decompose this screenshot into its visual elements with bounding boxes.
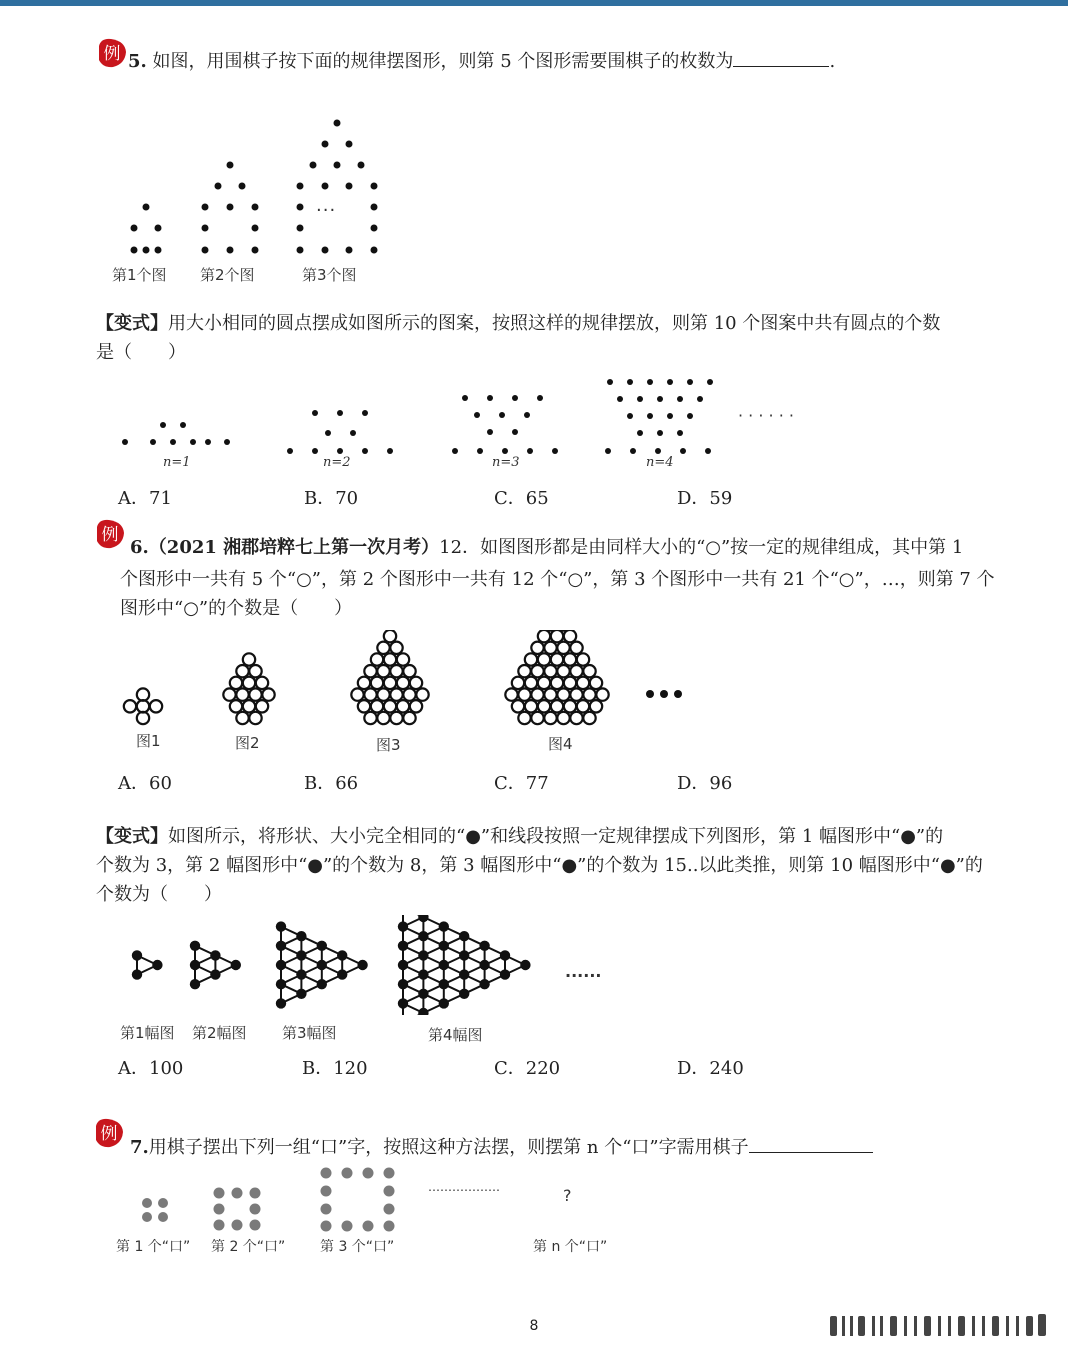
- v1-option-a[interactable]: A．71: [118, 488, 172, 509]
- v1-option-b[interactable]: B．70: [304, 488, 359, 509]
- q5-text: [128, 47, 835, 76]
- lattice-dot: [317, 941, 327, 951]
- ring-mark: [570, 642, 582, 654]
- lattice-dot: [296, 989, 306, 999]
- top-accent-bar: [0, 0, 1068, 6]
- ring-mark: [377, 712, 389, 724]
- ring-mark: [249, 712, 261, 724]
- ring-mark: [512, 700, 524, 712]
- ring-mark: [262, 688, 274, 700]
- ring-mark: [416, 688, 428, 700]
- example-badge-icon: [92, 1116, 126, 1150]
- ring-mark: [518, 712, 530, 724]
- ring-mark: [256, 677, 268, 689]
- lattice-dot: [152, 960, 162, 970]
- ring-mark: [557, 665, 569, 677]
- ring-mark: [236, 688, 248, 700]
- v1-line2: 是（ ）: [96, 342, 186, 363]
- watermark-bars-icon: [826, 1310, 1051, 1340]
- lattice-dot: [520, 960, 530, 970]
- q6-option-a[interactable]: A．60: [118, 773, 172, 794]
- lattice-dot: [398, 921, 408, 931]
- ring-mark: [551, 653, 563, 665]
- ring-mark: [525, 653, 537, 665]
- v1-option-c[interactable]: C．65: [494, 488, 549, 509]
- q6-line3: 图形中“○”的个数是（ ）: [120, 598, 353, 619]
- lattice-dot: [276, 979, 286, 989]
- lattice-dot: [276, 941, 286, 951]
- ring-mark: [403, 712, 415, 724]
- ring-mark: [590, 677, 602, 689]
- ring-mark: [583, 712, 595, 724]
- q7-caption-3: 第 3 个“口”: [320, 1239, 395, 1255]
- q7-caption-2: 第 2 个“口”: [211, 1239, 286, 1255]
- example-badge-icon: [93, 517, 127, 551]
- v1-option-d[interactable]: D．59: [677, 488, 733, 509]
- ring-mark: [551, 630, 563, 642]
- ring-mark: [230, 700, 242, 712]
- v2-option-b[interactable]: B．120: [302, 1058, 368, 1079]
- ring-mark: [137, 712, 149, 724]
- lattice-dot: [132, 969, 142, 979]
- ring-mark: [544, 712, 556, 724]
- ring-mark: [390, 712, 402, 724]
- ring-mark: [124, 700, 136, 712]
- ring-mark: [531, 712, 543, 724]
- lattice-dot: [276, 998, 286, 1008]
- ring-mark: [544, 688, 556, 700]
- q5-answer-blank[interactable]: [733, 48, 829, 67]
- v2-ellipsis: ......: [565, 962, 602, 981]
- v2-figure: [125, 915, 545, 1015]
- v1-caption-1: n=1: [163, 455, 191, 470]
- v2-line3: 个数为（ ）: [96, 884, 222, 905]
- ring-mark: [551, 700, 563, 712]
- v2-caption-4: 第4幅图: [428, 1026, 483, 1044]
- ring-mark: [243, 653, 255, 665]
- v2-tag: 【变式】: [96, 826, 168, 847]
- lattice-dot: [439, 921, 449, 931]
- ring-mark: [249, 665, 261, 677]
- v2-caption-1: 第1幅图: [120, 1024, 175, 1042]
- v1-caption-4: n=4: [646, 455, 674, 470]
- ring-mark: [377, 665, 389, 677]
- ring-mark: [564, 630, 576, 642]
- q6-caption-2: 图2: [235, 734, 260, 752]
- ring-mark: [564, 700, 576, 712]
- q7-caption-1: 第 1 个“口”: [116, 1239, 191, 1255]
- lattice-dot: [398, 979, 408, 989]
- ring-mark: [358, 700, 370, 712]
- q5-ellipsis: ···: [316, 200, 337, 221]
- v1-line1: 用大小相同的圆点摆成如图所示的图案，按照这样的规律摆放，则第 10 个图案中共有圆点的个数: [168, 313, 941, 334]
- lattice-dot: [231, 960, 241, 970]
- lattice-dot: [210, 950, 220, 960]
- ring-mark: [150, 700, 162, 712]
- badge-text: 例: [101, 525, 119, 545]
- ring-mark: [384, 630, 396, 642]
- ring-mark: [544, 665, 556, 677]
- q5-stem: 如图，用围棋子按下面的规律摆图形，则第 5 个图形需要围棋子的枚数为: [152, 51, 734, 72]
- ring-mark: [512, 677, 524, 689]
- ring-mark: [358, 677, 370, 689]
- ring-mark: [564, 677, 576, 689]
- lattice-dot: [479, 941, 489, 951]
- ring-mark: [518, 665, 530, 677]
- ring-mark: [256, 700, 268, 712]
- ring-mark: [410, 700, 422, 712]
- example-badge-icon: [95, 36, 129, 70]
- ring-mark: [403, 665, 415, 677]
- ring-mark: [410, 677, 422, 689]
- ring-mark: [505, 688, 517, 700]
- q6-line2: 个图形中一共有 5 个“○”，第 2 个图形中一共有 12 个“○”，第 3 个图形中一共有 21 个“○”，…，则第 7 个: [120, 569, 995, 590]
- lattice-dot: [317, 979, 327, 989]
- ring-mark: [590, 700, 602, 712]
- ring-mark: [371, 653, 383, 665]
- lattice-dot: [418, 915, 428, 922]
- ring-mark: [243, 677, 255, 689]
- ring-mark: [137, 688, 149, 700]
- q6-option-d[interactable]: D．96: [677, 773, 733, 794]
- lattice-dot: [479, 979, 489, 989]
- v2-caption-3: 第3幅图: [282, 1024, 337, 1042]
- v2-caption-2: 第2幅图: [192, 1024, 247, 1042]
- lattice-dot: [459, 989, 469, 999]
- q6-option-b[interactable]: B．66: [304, 773, 359, 794]
- ring-mark: [371, 677, 383, 689]
- q6-option-c[interactable]: C．77: [494, 773, 549, 794]
- v2-line2: 个数为 3，第 2 幅图形中“●”的个数为 8，第 3 幅图形中“●”的个数为 15..以此类推，则第 10 幅图形中“●”的: [96, 855, 983, 876]
- v2-option-a[interactable]: A．100: [118, 1058, 184, 1079]
- lattice-dot: [500, 969, 510, 979]
- lattice-dot: [296, 969, 306, 979]
- q6-caption-1: 图1: [136, 732, 161, 750]
- ring-mark: [557, 642, 569, 654]
- lattice-dot: [296, 950, 306, 960]
- v2-option-c[interactable]: C．220: [494, 1058, 561, 1079]
- lattice-dot: [439, 941, 449, 951]
- q6-text: [130, 533, 990, 562]
- ring-mark: [230, 677, 242, 689]
- ring-mark: [364, 688, 376, 700]
- ring-mark: [397, 677, 409, 689]
- ring-mark: [570, 665, 582, 677]
- q6-caption-3: 图3: [376, 736, 401, 754]
- lattice-dot: [439, 979, 449, 989]
- lattice-dot: [337, 969, 347, 979]
- ring-mark: [525, 677, 537, 689]
- ring-mark: [371, 700, 383, 712]
- v2-text: [96, 822, 996, 851]
- q7-answer-blank[interactable]: [749, 1134, 873, 1153]
- lattice-dot: [190, 979, 200, 989]
- ring-mark: [364, 665, 376, 677]
- lattice-dot: [357, 960, 367, 970]
- ring-mark: [538, 677, 550, 689]
- v1-text: [96, 309, 996, 367]
- ring-mark: [538, 700, 550, 712]
- ring-mark: [384, 653, 396, 665]
- lattice-dot: [418, 931, 428, 941]
- v1-ellipsis: · · · · · ·: [738, 406, 794, 425]
- ring-mark: [364, 712, 376, 724]
- ring-mark: [236, 665, 248, 677]
- ring-mark: [390, 688, 402, 700]
- q6-figure: [115, 630, 695, 730]
- ring-mark: [557, 688, 569, 700]
- q5-figure: [110, 110, 450, 260]
- ring-mark: [397, 700, 409, 712]
- lattice-dot: [276, 921, 286, 931]
- ring-mark: [403, 688, 415, 700]
- q5-caption-3: 第3个图: [302, 266, 357, 284]
- ring-mark: [544, 642, 556, 654]
- lattice-dot: [296, 931, 306, 941]
- v2-option-d[interactable]: D．240: [677, 1058, 744, 1079]
- q5-number: 5.: [128, 51, 147, 72]
- badge-text: 例: [100, 1124, 118, 1144]
- ring-mark: [596, 688, 608, 700]
- ring-mark: [223, 688, 235, 700]
- ring-mark: [390, 642, 402, 654]
- ring-mark: [577, 653, 589, 665]
- lattice-dot: [459, 950, 469, 960]
- ring-mark: [557, 712, 569, 724]
- v1-figure: [110, 370, 830, 470]
- ring-mark: [390, 665, 402, 677]
- ring-mark: [577, 700, 589, 712]
- ring-mark: [551, 677, 563, 689]
- page-number: 8: [529, 1318, 539, 1334]
- ring-mark: [397, 653, 409, 665]
- ring-mark: [583, 665, 595, 677]
- badge-text: 例: [103, 44, 121, 64]
- lattice-dot: [398, 998, 408, 1008]
- q5-caption-2: 第2个图: [200, 266, 255, 284]
- q7-caption-n: 第 n 个“口”: [533, 1239, 608, 1255]
- lattice-dot: [479, 960, 489, 970]
- lattice-dot: [276, 960, 286, 970]
- ring-mark: [384, 677, 396, 689]
- ring-mark: [531, 642, 543, 654]
- lattice-dot: [398, 960, 408, 970]
- ring-mark: [137, 700, 149, 712]
- ring-mark: [531, 688, 543, 700]
- lattice-dot: [418, 989, 428, 999]
- v1-caption-3: n=3: [492, 455, 520, 470]
- ring-mark: [538, 630, 550, 642]
- ring-mark: [570, 688, 582, 700]
- lattice-dot: [439, 960, 449, 970]
- lattice-dot: [459, 931, 469, 941]
- q7-question-mark: ?: [563, 1186, 572, 1205]
- q7-figure: [135, 1160, 405, 1235]
- q6-number: 6.: [130, 537, 149, 558]
- q5-caption-1: 第1个图: [112, 266, 167, 284]
- lattice-dot: [439, 998, 449, 1008]
- ring-mark: [531, 665, 543, 677]
- lattice-dot: [190, 941, 200, 951]
- q7-stem: 用棋子摆出下列一组“口”字，按照这种方法摆，则摆第 n 个“口”字需用棋子: [148, 1137, 749, 1158]
- q6-line1: 12．如图图形都是由同样大小的“○”按一定的规律组成，其中第 1: [439, 537, 964, 558]
- q6-caption-4: 图4: [548, 735, 573, 753]
- q7-number: 7.: [130, 1137, 149, 1158]
- ring-mark: [236, 712, 248, 724]
- q7-dots: ………………: [428, 1180, 500, 1194]
- lattice-dot: [418, 1008, 428, 1015]
- ring-mark: [384, 700, 396, 712]
- lattice-dot: [398, 941, 408, 951]
- ring-mark: [518, 688, 530, 700]
- v2-line1: 如图所示，将形状、大小完全相同的“●”和线段按照一定规律摆成下列图形，第 1 幅图形中“●”的: [168, 826, 944, 847]
- lattice-dot: [418, 950, 428, 960]
- lattice-dot: [190, 960, 200, 970]
- ring-mark: [351, 688, 363, 700]
- ring-mark: [538, 653, 550, 665]
- q7-text: [130, 1133, 930, 1162]
- ring-mark: [577, 677, 589, 689]
- lattice-dot: [459, 969, 469, 979]
- q6-source: （2021 湘郡培粹七上第一次月考）: [148, 537, 440, 558]
- ring-mark: [243, 700, 255, 712]
- v1-caption-2: n=2: [323, 455, 351, 470]
- lattice-dot: [210, 969, 220, 979]
- ring-mark: [583, 688, 595, 700]
- lattice-dot: [337, 950, 347, 960]
- lattice-dot: [500, 950, 510, 960]
- ring-mark: [249, 688, 261, 700]
- lattice-dot: [418, 969, 428, 979]
- v1-tag: 【变式】: [96, 313, 168, 334]
- ring-mark: [570, 712, 582, 724]
- lattice-dot: [132, 950, 142, 960]
- ring-mark: [525, 700, 537, 712]
- q5-tail: .: [829, 51, 836, 72]
- lattice-dot: [317, 960, 327, 970]
- ring-mark: [377, 688, 389, 700]
- ring-mark: [377, 642, 389, 654]
- ring-mark: [564, 653, 576, 665]
